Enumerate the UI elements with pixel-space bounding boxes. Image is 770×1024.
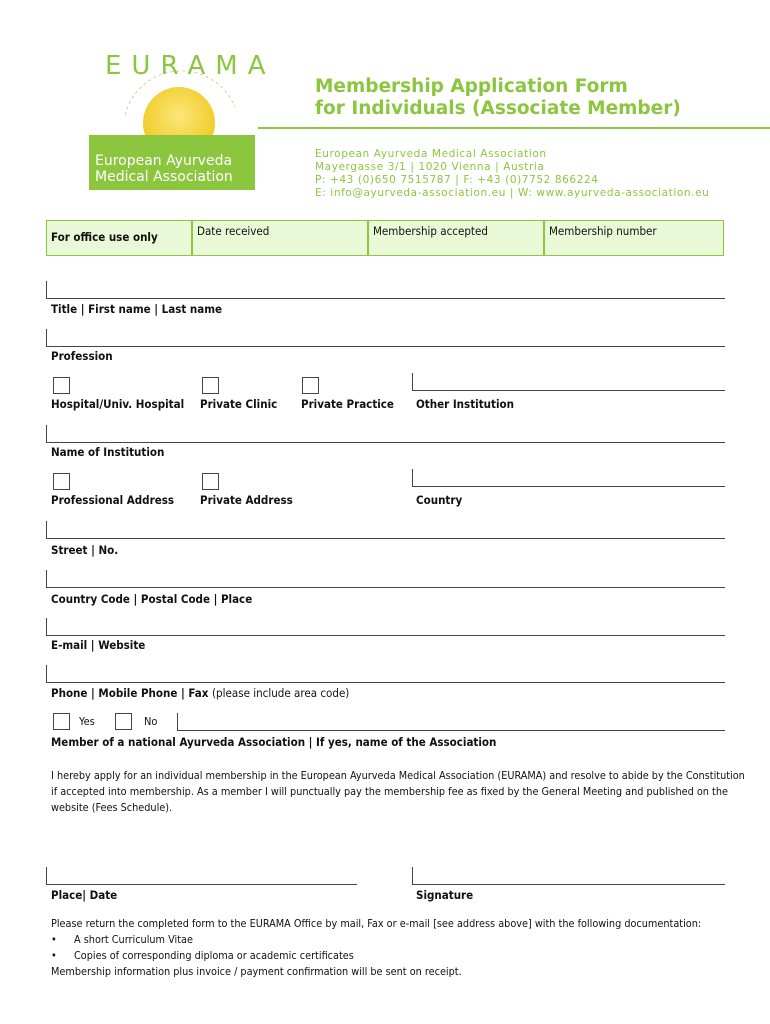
street-field[interactable] bbox=[46, 521, 725, 539]
contact-line: E: info@ayurveda-association.eu | W: www.ayurveda-association.eu bbox=[315, 187, 710, 199]
place-date-label: Place| Date bbox=[51, 888, 118, 902]
declaration-line: I hereby apply for an individual membership in the European Ayurveda Medical Association (EURAMA) and resolve to abide by the Constitution bbox=[51, 769, 745, 782]
phone-field[interactable] bbox=[46, 665, 725, 683]
yes-label: Yes bbox=[79, 715, 95, 728]
private-address-label: Private Address bbox=[200, 493, 293, 507]
membership-accepted-field[interactable]: Membership accepted bbox=[368, 220, 544, 256]
logo-box bbox=[89, 135, 255, 190]
country-label: Country bbox=[416, 493, 463, 507]
form-title-line1: Membership Application Form bbox=[315, 76, 628, 97]
other-institution-label: Other Institution bbox=[416, 397, 514, 411]
footer-bullet: • bbox=[51, 933, 57, 946]
institution-name-field[interactable] bbox=[46, 425, 725, 443]
contact-line: Mayergasse 3/1 | 1020 Vienna | Austria bbox=[315, 161, 545, 173]
eurama-logo bbox=[95, 45, 276, 200]
private-clinic-label: Private Clinic bbox=[200, 397, 278, 411]
profession-field[interactable] bbox=[46, 329, 725, 347]
yes-checkbox[interactable] bbox=[53, 713, 70, 730]
profession-label: Profession bbox=[51, 349, 113, 363]
country-field[interactable] bbox=[412, 469, 725, 487]
postal-field[interactable] bbox=[46, 570, 725, 588]
hospital-checkbox[interactable] bbox=[53, 377, 70, 394]
footer-item: Copies of corresponding diploma or academic certificates bbox=[74, 949, 354, 962]
logo-wordmark: EURAMA bbox=[105, 51, 276, 81]
institution-name-label: Name of Institution bbox=[51, 445, 165, 459]
phone-label: Phone | Mobile Phone | Fax (please include area code) bbox=[51, 686, 350, 700]
footer-bullet: • bbox=[51, 949, 57, 962]
postal-label: Country Code | Postal Code | Place bbox=[51, 592, 253, 606]
declaration-line: website (Fees Schedule). bbox=[51, 801, 173, 814]
footer-intro: Please return the completed form to the EURAMA Office by mail, Fax or e-mail [see address above] with the following documentation: bbox=[51, 917, 702, 930]
contact-line: P: +43 (0)650 7515787 | F: +43 (0)7752 866224 bbox=[315, 174, 599, 186]
phone-note: (please include area code) bbox=[212, 686, 350, 700]
hospital-label: Hospital/Univ. Hospital bbox=[51, 397, 185, 411]
logo-box-line1: European Ayurveda bbox=[95, 153, 233, 169]
form-title-line2: for Individuals (Associate Member) bbox=[315, 98, 681, 119]
header-divider bbox=[258, 127, 770, 129]
other-institution-field[interactable] bbox=[412, 373, 725, 391]
email-label: E-mail | Website bbox=[51, 638, 146, 652]
private-practice-label: Private Practice bbox=[301, 397, 394, 411]
name-field[interactable] bbox=[46, 281, 725, 299]
private-clinic-checkbox[interactable] bbox=[202, 377, 219, 394]
footer-item: A short Curriculum Vitae bbox=[74, 933, 193, 946]
signature-label: Signature bbox=[416, 888, 474, 902]
place-date-field[interactable] bbox=[46, 867, 357, 885]
no-checkbox[interactable] bbox=[115, 713, 132, 730]
no-label: No bbox=[144, 715, 158, 728]
association-field[interactable] bbox=[177, 713, 725, 731]
membership-number-field[interactable]: Membership number bbox=[544, 220, 724, 256]
date-received-field[interactable]: Date received bbox=[192, 220, 368, 256]
street-label: Street | No. bbox=[51, 543, 119, 557]
contact-line: European Ayurveda Medical Association bbox=[315, 148, 547, 160]
private-practice-checkbox[interactable] bbox=[302, 377, 319, 394]
professional-address-checkbox[interactable] bbox=[53, 473, 70, 490]
email-field[interactable] bbox=[46, 618, 725, 636]
declaration-line: if accepted into membership. As a member I will punctually pay the membership fee as fixed by the General Meeting and published on the bbox=[51, 785, 728, 798]
office-use-label: For office use only bbox=[46, 220, 192, 256]
name-label: Title | First name | Last name bbox=[51, 302, 223, 316]
association-label: Member of a national Ayurveda Association | If yes, name of the Association bbox=[51, 735, 497, 749]
footer-closing: Membership information plus invoice / payment confirmation will be sent on receipt. bbox=[51, 965, 462, 978]
signature-field[interactable] bbox=[412, 867, 725, 885]
professional-address-label: Professional Address bbox=[51, 493, 175, 507]
logo-box-line2: Medical Association bbox=[95, 169, 233, 185]
private-address-checkbox[interactable] bbox=[202, 473, 219, 490]
